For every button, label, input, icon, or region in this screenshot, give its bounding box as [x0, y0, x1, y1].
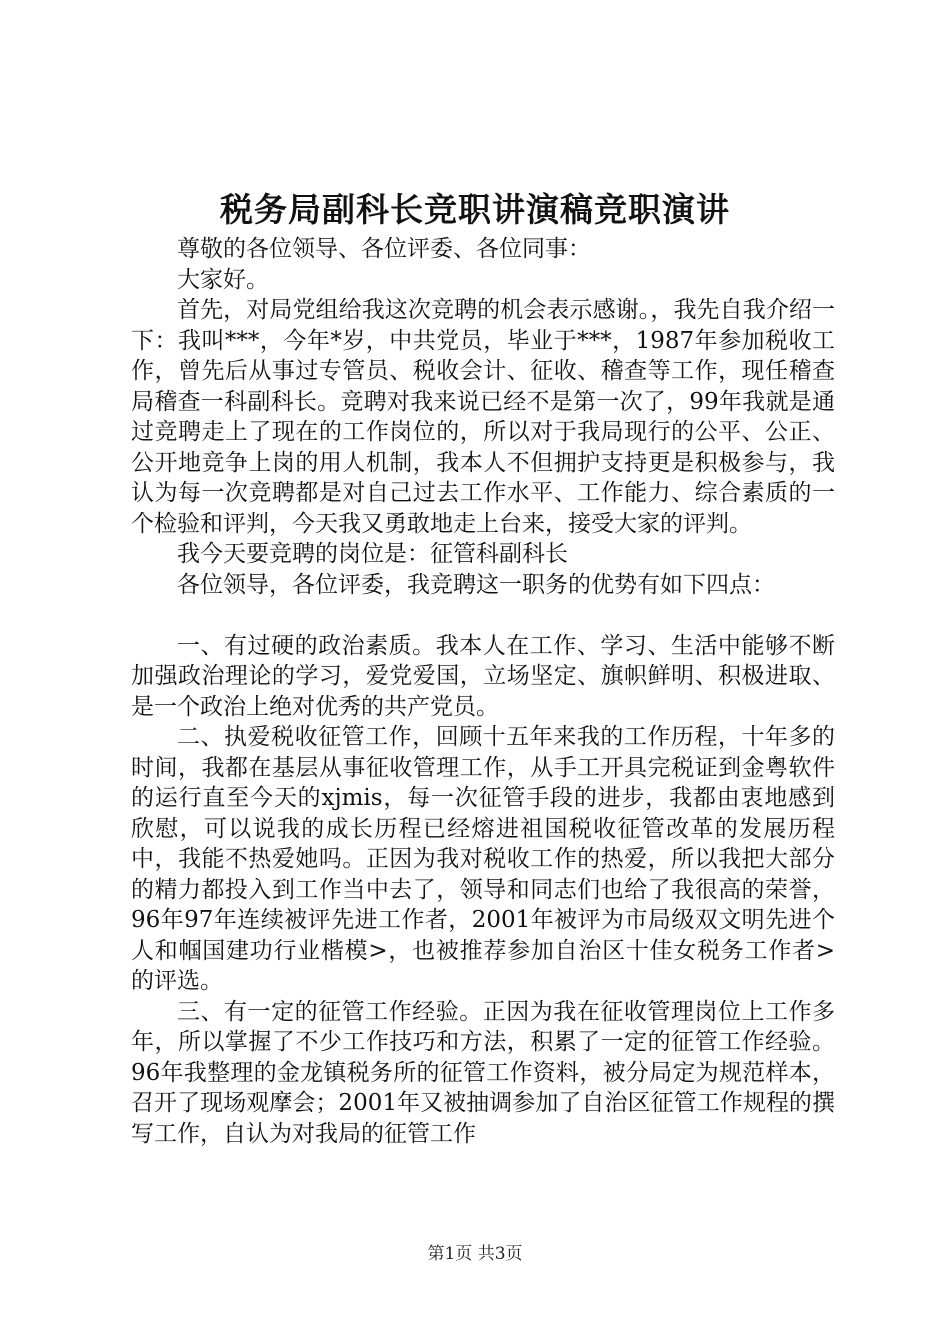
paragraph-introduction: 首先，对局党组给我这次竞聘的机会表示感谢。，我先自我介绍一下：我叫***，今年*岁，中共党员，毕业于***，1987年参加税收工作，曾先后从事过专管员、税收会计、征收、稽查等工作，现任稽查局稽查一科副科长。竞聘对我来说已经不是第一次了，99年我就是通过竞聘走上了现在的工作岗位的，所以对于我局现行的公平、公正、公开地竞争上岗的用人机制，我本人不但拥护支持更是积极参与，我认为每一次竞聘都是对自己过去工作水平、工作能力、综合素质的一个检验和评判，今天我又勇敢地走上台来，接受大家的评判。 [131, 297, 835, 537]
paragraph-greeting: 大家好。 [177, 266, 269, 293]
paragraph-spacer [131, 600, 835, 631]
document-title: 税务局副科长竞职讲演稿竞职演讲 [220, 190, 730, 229]
paragraph-point-two: 二、执爱税收征管工作，回顾十五年来我的工作历程，十年多的时间，我都在基层从事征收管理工作，从手工开具完税证到金粤软件的运行直至今天的xjmis，每一次征管手段的进步，我都由衷地感到欣慰，可以说我的成长历程已经熔进祖国税收征管改革的发展历程中，我能不热爱她吗。正因为我对税收工作的热爱，所以我把大部分的精力都投入到工作当中去了，领导和同志们也给了我很高的荣誉，96年97年连续被评先进工作者，2001年被评为市局级双文明先进个人和帼国建功行业楷模>，也被推荐参加自治区十佳女税务工作者>的评选。 [131, 724, 835, 994]
page-number-footer: 第1页 共3页 [427, 1244, 523, 1264]
paragraph-point-three: 三、有一定的征管工作经验。正因为我在征收管理岗位上工作多年，所以掌握了不少工作技巧和方法，积累了一定的征管工作经验。96年我整理的金龙镇税务所的征管工作资料，被分局定为规范样本，召开了现场观摩会；2001年又被抽调参加了自治区征管工作规程的撰写工作，自认为对我局的征管工作 [131, 998, 835, 1147]
paragraph-position: 我今天要竞聘的岗位是：征管科副科长 [177, 541, 568, 567]
paragraph-salutation: 尊敬的各位领导、各位评委、各位同事： [177, 236, 591, 262]
paragraph-point-one: 一、有过硬的政治素质。我本人在工作、学习、生活中能够不断加强政治理论的学习，爱党爱国，立场坚定、旗帜鲜明、积极进取、是一个政治上绝对优秀的共产党员。 [131, 632, 835, 720]
document-body [131, 234, 835, 1149]
paragraph-advantages-intro: 各位领导，各位评委，我竞聘这一职务的优势有如下四点： [177, 571, 775, 598]
